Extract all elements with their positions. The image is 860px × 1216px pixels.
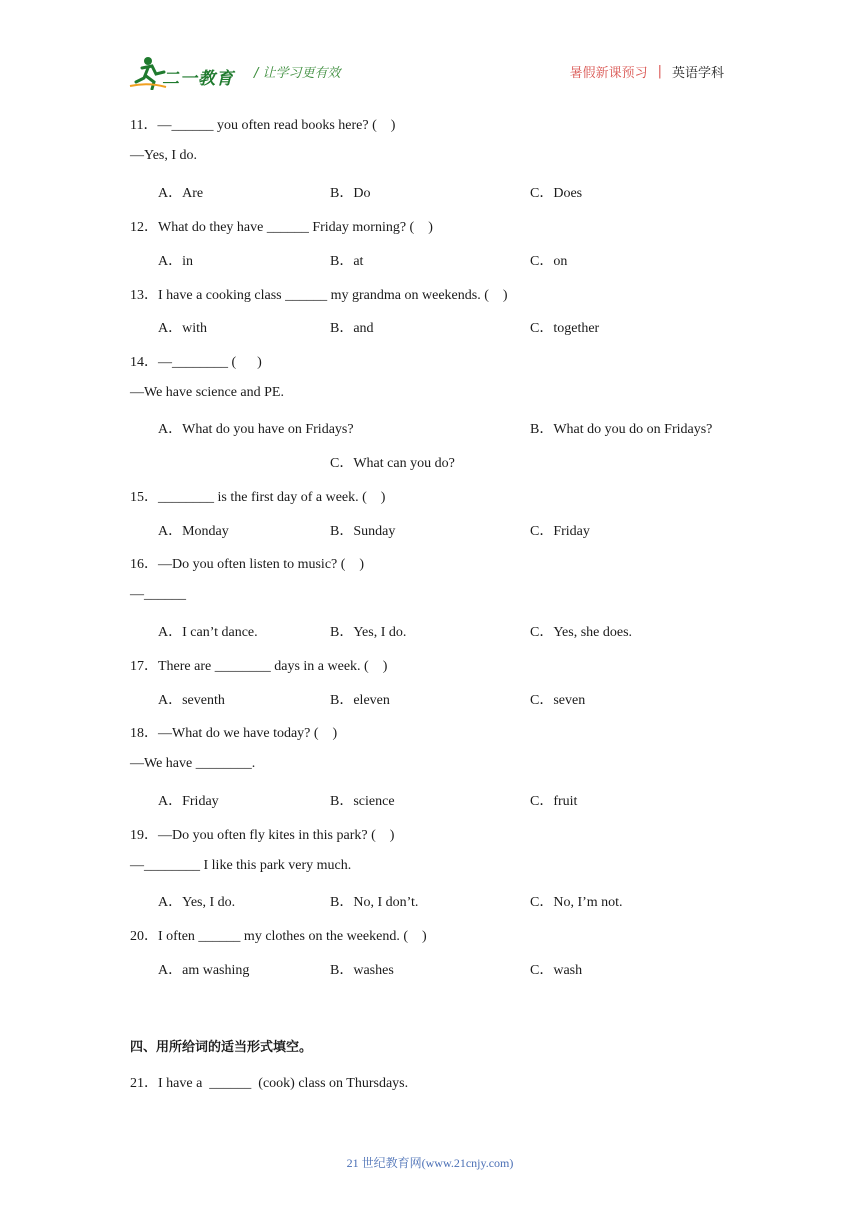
option-b: B．science: [330, 794, 395, 809]
option-b: B．What do you do on Fridays?: [530, 422, 713, 437]
option-c: C．wash: [530, 963, 583, 978]
question-18-answer: —We have ________.: [130, 756, 256, 771]
question-11: 11．—______ you often read books here? ( ): [130, 118, 396, 133]
question-15: 15．________ is the first day of a week. ( ): [130, 490, 386, 505]
page-footer: 21 世纪教育网(www.21cnjy.com): [346, 1156, 514, 1170]
option-c: C．Does: [530, 186, 583, 201]
option-b: B．washes: [330, 963, 394, 978]
question-14: 14．—________ ( ): [130, 355, 262, 370]
option-c: C．Friday: [530, 524, 590, 539]
course-label: 暑假新课预习: [569, 66, 648, 81]
option-a: A．I can’t dance.: [158, 625, 258, 640]
brand-logo: [128, 56, 240, 90]
option-b: B．at: [330, 254, 364, 269]
option-a: A．with: [158, 321, 207, 336]
section-heading: 四、用所给词的适当形式填空。: [130, 1040, 313, 1055]
option-b: B．eleven: [330, 693, 390, 708]
option-a: A．Yes, I do.: [158, 895, 236, 910]
header-course-info: [570, 62, 724, 81]
option-c: C．No, I’m not.: [530, 895, 623, 910]
question-21: 21．I have a ______ (cook) class on Thursdays.: [130, 1076, 409, 1091]
option-c: C．on: [530, 254, 568, 269]
page-header: [0, 0, 860, 100]
question-19: 19．—Do you often fly kites in this park? ( ): [130, 828, 395, 843]
option-a: A．am washing: [158, 963, 250, 978]
question-20: 20．I often ______ my clothes on the weekend. ( ): [130, 929, 427, 944]
question-14-answer: —We have science and PE.: [130, 385, 284, 400]
option-c: C．seven: [530, 693, 586, 708]
question-19-answer: —________ I like this park very much.: [130, 858, 352, 873]
question-13: 13．I have a cooking class ______ my grandma on weekends. ( ): [130, 288, 508, 303]
option-c: C．fruit: [530, 794, 578, 809]
option-b: B．No, I don’t.: [330, 895, 419, 910]
option-c: C．Yes, she does.: [530, 625, 633, 640]
option-a: A．What do you have on Fridays?: [158, 422, 354, 437]
question-18: 18．—What do we have today? ( ): [130, 726, 338, 741]
option-b: B．Do: [330, 186, 371, 201]
question-11-answer: —Yes, I do.: [130, 148, 198, 163]
logo-text: 二一教育: [162, 69, 234, 89]
option-a: A．seventh: [158, 693, 225, 708]
option-c: C．together: [530, 321, 600, 336]
slogan: / 让学习更有效: [254, 66, 341, 81]
option-a: A．in: [158, 254, 193, 269]
option-a: A．Friday: [158, 794, 219, 809]
question-12: 12．What do they have ______ Friday morning? ( ): [130, 220, 433, 235]
option-b: B．and: [330, 321, 374, 336]
question-16-answer: —______: [130, 587, 186, 602]
header-separator: |: [657, 64, 662, 79]
option-a: A．Are: [158, 186, 204, 201]
question-16: 16．—Do you often listen to music? ( ): [130, 557, 365, 572]
subject-label: 英语学科: [671, 66, 724, 81]
option-c: C．What can you do?: [330, 456, 455, 471]
option-b: B．Yes, I do.: [330, 625, 407, 640]
option-a: A．Monday: [158, 524, 229, 539]
option-b: B．Sunday: [330, 524, 396, 539]
question-17: 17．There are ________ days in a week. ( ): [130, 659, 388, 674]
